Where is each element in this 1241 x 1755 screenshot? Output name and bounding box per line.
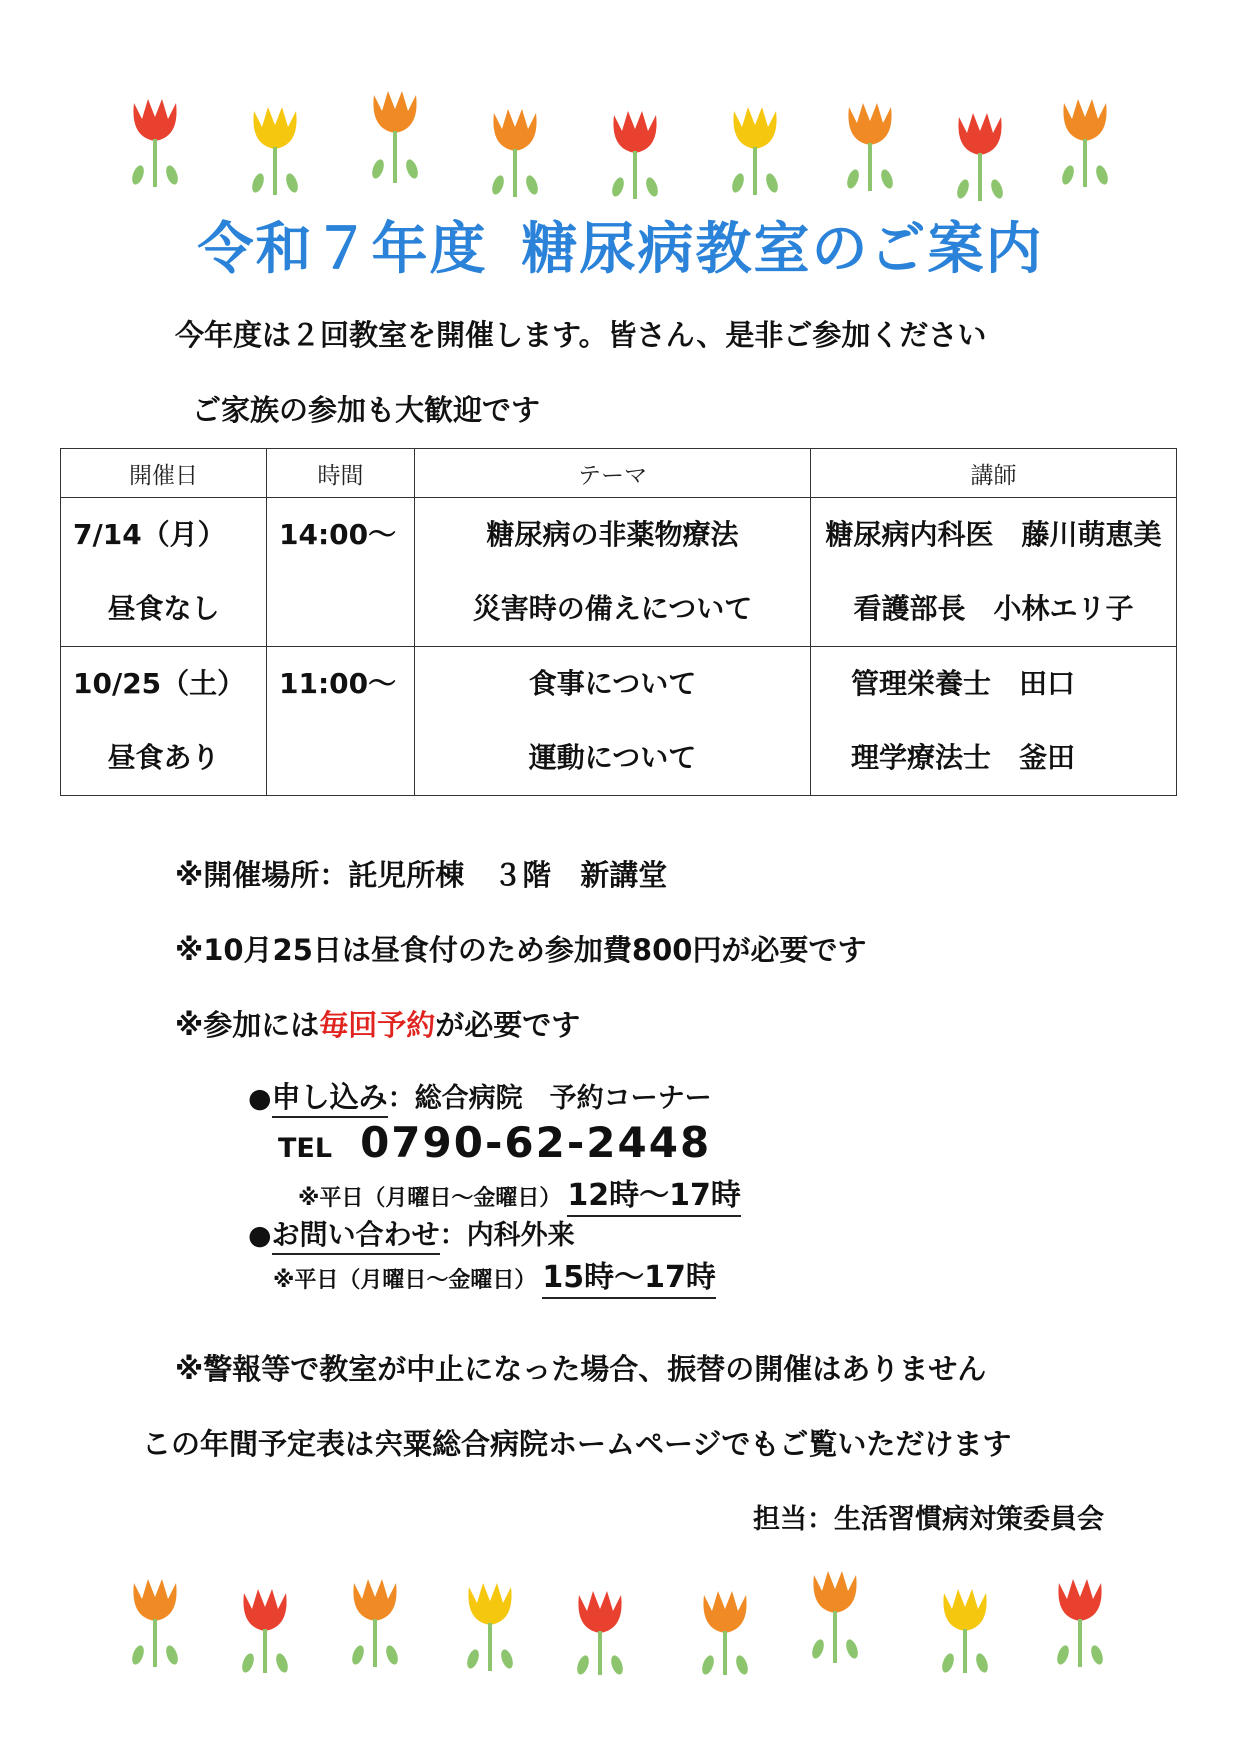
reservation-prefix: ※参加には bbox=[175, 1008, 320, 1042]
tel-line bbox=[278, 1118, 711, 1167]
inquiry-hours-line bbox=[273, 1252, 716, 1296]
theme-cell bbox=[415, 647, 811, 796]
header-time: 時間 bbox=[267, 449, 415, 498]
inquiry-label: お問い合わせ bbox=[272, 1218, 440, 1255]
time-cell bbox=[267, 498, 415, 647]
page-title bbox=[0, 205, 1241, 285]
bottom-flower-row bbox=[0, 1575, 1241, 1685]
reservation-note bbox=[175, 1003, 580, 1044]
tulip-red-icon bbox=[230, 1585, 300, 1685]
tulip-yellow-icon bbox=[720, 103, 790, 203]
header-lecturer: 講師 bbox=[811, 449, 1177, 498]
schedule-table bbox=[60, 448, 1177, 796]
apply-label: 申し込み bbox=[272, 1080, 388, 1118]
lecturer-1: 糖尿病内科医 藤川萌恵美 bbox=[825, 518, 1162, 551]
tulip-orange-icon bbox=[480, 105, 550, 205]
inquiry-hours: 15時～17時 bbox=[542, 1260, 716, 1299]
date-cell bbox=[61, 498, 267, 647]
bullet-icon: ● bbox=[248, 1220, 272, 1251]
time-cell bbox=[267, 647, 415, 796]
date-cell bbox=[61, 647, 267, 796]
tulip-red-icon bbox=[600, 107, 670, 207]
table-header-row bbox=[61, 449, 1177, 498]
session-time: 11:00～ bbox=[279, 667, 397, 700]
header-date: 開催日 bbox=[61, 449, 267, 498]
bullet-icon: ● bbox=[248, 1083, 272, 1114]
tel-label: TEL bbox=[278, 1133, 333, 1164]
apply-target: ：総合病院 予約コーナー bbox=[387, 1083, 712, 1114]
tulip-orange-icon bbox=[340, 1575, 410, 1675]
theme-2: 災害時の備えについて bbox=[472, 592, 753, 625]
meal-info: 昼食あり bbox=[107, 741, 220, 774]
tulip-yellow-icon bbox=[455, 1579, 525, 1679]
lecturer-cell bbox=[811, 498, 1177, 647]
top-flower-row bbox=[0, 95, 1241, 205]
organizer: 担当：生活習慣病対策委員会 bbox=[753, 1504, 1104, 1535]
meal-info: 昼食なし bbox=[107, 592, 220, 625]
theme-2: 運動について bbox=[528, 741, 697, 774]
reservation-emphasis: 毎回予約 bbox=[319, 1008, 436, 1042]
session-time: 14:00～ bbox=[279, 518, 397, 551]
tulip-orange-icon bbox=[800, 1567, 870, 1667]
fee-note: ※10月25日は昼食付のため参加費800円が必要です bbox=[175, 933, 867, 967]
theme-1: 糖尿病の非薬物療法 bbox=[486, 518, 739, 551]
inquiry-line bbox=[248, 1213, 575, 1253]
reservation-suffix: が必要です bbox=[435, 1008, 581, 1042]
table-row bbox=[61, 498, 1177, 647]
theme-1: 食事について bbox=[528, 667, 697, 700]
theme-cell bbox=[415, 498, 811, 647]
session-date: 7/14（月） bbox=[73, 518, 226, 551]
tulip-red-icon bbox=[120, 95, 190, 195]
session-date: 10/25（土） bbox=[73, 667, 246, 700]
apply-hours-line bbox=[298, 1170, 741, 1214]
tulip-orange-icon bbox=[835, 99, 905, 199]
tulip-red-icon bbox=[565, 1587, 635, 1687]
lecturer-1: 管理栄養士 田口 bbox=[851, 667, 1076, 700]
tulip-orange-icon bbox=[690, 1587, 760, 1687]
website-note: この年間予定表は宍粟総合病院ホームページでもご覧いただけます bbox=[142, 1427, 1012, 1461]
title-fiscal-year: 令和７年度 bbox=[197, 217, 488, 282]
header-theme: テーマ bbox=[415, 449, 811, 498]
inquiry-hours-note: ※平日（月曜日～金曜日） bbox=[273, 1268, 537, 1293]
phone-number-link[interactable]: 0790-62-2448 bbox=[360, 1118, 712, 1167]
lecturer-2: 看護部長 小林エリ子 bbox=[853, 592, 1134, 625]
apply-line bbox=[248, 1075, 712, 1116]
tulip-orange-icon bbox=[1050, 95, 1120, 195]
tulip-yellow-icon bbox=[930, 1585, 1000, 1685]
venue-note: ※開催場所：託児所棟 ３階 新講堂 bbox=[175, 858, 668, 892]
title-class-name: 糖尿病教室のご案内 bbox=[521, 217, 1044, 282]
cancellation-note: ※警報等で教室が中止になった場合、振替の開催はありません bbox=[175, 1352, 987, 1386]
apply-hours-note: ※平日（月曜日～金曜日） bbox=[298, 1186, 562, 1211]
inquiry-target: ：内科外来 bbox=[439, 1220, 575, 1251]
tulip-orange-icon bbox=[360, 87, 430, 187]
tulip-orange-icon bbox=[120, 1575, 190, 1675]
lecturer-2: 理学療法士 釜田 bbox=[851, 741, 1076, 774]
intro-line-2: ご家族の参加も大歓迎です bbox=[192, 393, 541, 427]
tulip-yellow-icon bbox=[240, 103, 310, 203]
tulip-red-icon bbox=[1045, 1575, 1115, 1675]
table-row bbox=[61, 647, 1177, 796]
intro-line-1: 今年度は２回教室を開催します。皆さん、是非ご参加ください bbox=[175, 318, 987, 352]
apply-hours: 12時～17時 bbox=[567, 1178, 741, 1217]
lecturer-cell bbox=[811, 647, 1177, 796]
tulip-red-icon bbox=[945, 109, 1015, 209]
